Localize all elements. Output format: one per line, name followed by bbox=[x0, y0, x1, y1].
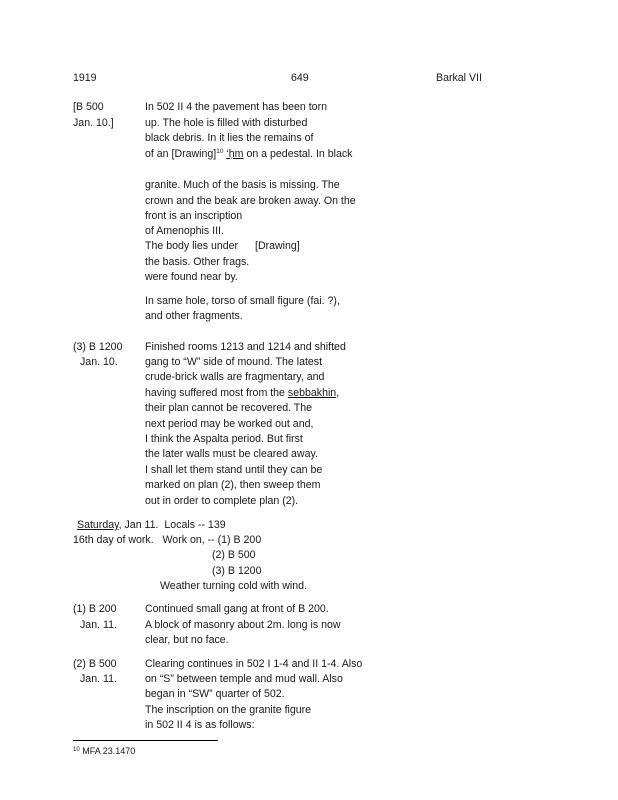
entry-1-drawing-line: The body lies under bbox=[145, 240, 239, 252]
entry-3-margin-site: (1) B 200 bbox=[73, 603, 117, 615]
notebook-title: Barkal VII bbox=[436, 72, 482, 84]
entry-2-line: Finished rooms 1213 and 1214 and shifted bbox=[145, 341, 346, 353]
entry-4-margin-site: (2) B 500 bbox=[73, 658, 117, 670]
drawing-placeholder: of an [Drawing] bbox=[145, 148, 217, 160]
work-line: 16th day of work. Work on, -- (1) B 200 bbox=[73, 534, 262, 546]
entry-2-margin-site: (3) B 1200 bbox=[73, 341, 123, 353]
entry-1-line: front is an inscription bbox=[145, 210, 243, 222]
entry-2-line: crude-brick walls are fragmentary, and bbox=[145, 371, 325, 383]
entry-1-line: the basis. Other frags. bbox=[145, 256, 250, 268]
entry-1-line: were found near by. bbox=[145, 271, 238, 283]
footnote-ref[interactable]: 10 bbox=[216, 148, 224, 155]
entry-4-line: The inscription on the granite figure bbox=[145, 704, 312, 716]
entry-2-line: out in order to complete plan (2). bbox=[145, 495, 299, 507]
entry-4-line: in 502 II 4 is as follows: bbox=[145, 719, 255, 731]
day-heading bbox=[77, 520, 226, 531]
entry-4-line: on “S” between temple and mud wall. Also bbox=[145, 673, 343, 685]
entry-4-margin-date: Jan. 11. bbox=[80, 673, 117, 685]
ref-line-rest: on a pedestal. In black bbox=[243, 148, 353, 160]
entry-1-line: In same hole, torso of small figure (fai. ?), bbox=[145, 295, 340, 307]
entry-2-line: marked on plan (2), then sweep them bbox=[145, 479, 321, 491]
entry-2-margin-date: Jan. 10. bbox=[80, 356, 118, 368]
line-text: having suffered most from the bbox=[145, 387, 288, 399]
entry-1-margin-site: [B 500 bbox=[73, 101, 104, 113]
day-date-rest: , Jan 11. Locals -- 139 bbox=[118, 519, 226, 531]
entry-4-line: Clearing continues in 502 I 1-4 and II 1-4. Also bbox=[145, 658, 363, 670]
entry-1-line: black debris. In it lies the remains of bbox=[145, 132, 314, 144]
line-punct: , bbox=[336, 387, 340, 399]
hm-word: ‘ḥm bbox=[226, 148, 244, 160]
entry-2-line: gang to “W” side of mound. The latest bbox=[145, 356, 323, 368]
entry-1-line: In 502 II 4 the pavement has been torn bbox=[145, 101, 327, 113]
entry-3-line: A block of masonry about 2m. long is now bbox=[145, 619, 341, 631]
sebbakhin-word: sebbakhin bbox=[287, 387, 337, 399]
footnote-divider bbox=[73, 740, 218, 741]
entry-1-line: of Amenophis III. bbox=[145, 225, 224, 237]
saturday-word: Saturday bbox=[77, 519, 119, 531]
entry-1-line: up. The hole is filled with disturbed bbox=[145, 117, 308, 129]
work-item: (3) B 1200 bbox=[212, 565, 262, 577]
entry-1-line: crown and the beak are broken away. On the bbox=[145, 195, 356, 207]
entry-4-line: began in “SW” quarter of 502. bbox=[145, 688, 285, 700]
header-year: 1919 bbox=[73, 72, 97, 84]
entry-2-line: their plan cannot be recovered. The bbox=[145, 402, 313, 414]
entry-3-margin-date: Jan. 11. bbox=[80, 619, 117, 631]
page-number: 649 bbox=[291, 72, 309, 84]
entry-1-line: granite. Much of the basis is missing. The bbox=[145, 179, 340, 191]
footnote bbox=[73, 747, 135, 756]
entry-2-sebbakhin-line bbox=[145, 388, 339, 399]
entry-2-line: next period may be worked out and, bbox=[145, 418, 314, 430]
entry-3-line: Continued small gang at front of B 200. bbox=[145, 603, 329, 615]
work-item: (2) B 500 bbox=[212, 549, 256, 561]
entry-2-line: I shall let them stand until they can be bbox=[145, 464, 323, 476]
footnote-text: MFA 23.1470 bbox=[82, 746, 136, 756]
entry-2-line: I think the Aspalta period. But first bbox=[145, 433, 303, 445]
entry-3-line: clear, but no face. bbox=[145, 634, 229, 646]
footnote-number: 10 bbox=[73, 747, 80, 753]
entry-1-margin-date: Jan. 10.] bbox=[73, 117, 114, 129]
entry-1-ref-line bbox=[145, 149, 352, 160]
drawing-placeholder: [Drawing] bbox=[255, 240, 300, 252]
entry-1-line: and other fragments. bbox=[145, 310, 243, 322]
entry-2-line: the later walls must be cleared away. bbox=[145, 448, 318, 460]
weather-line: Weather turning cold with wind. bbox=[160, 580, 308, 592]
